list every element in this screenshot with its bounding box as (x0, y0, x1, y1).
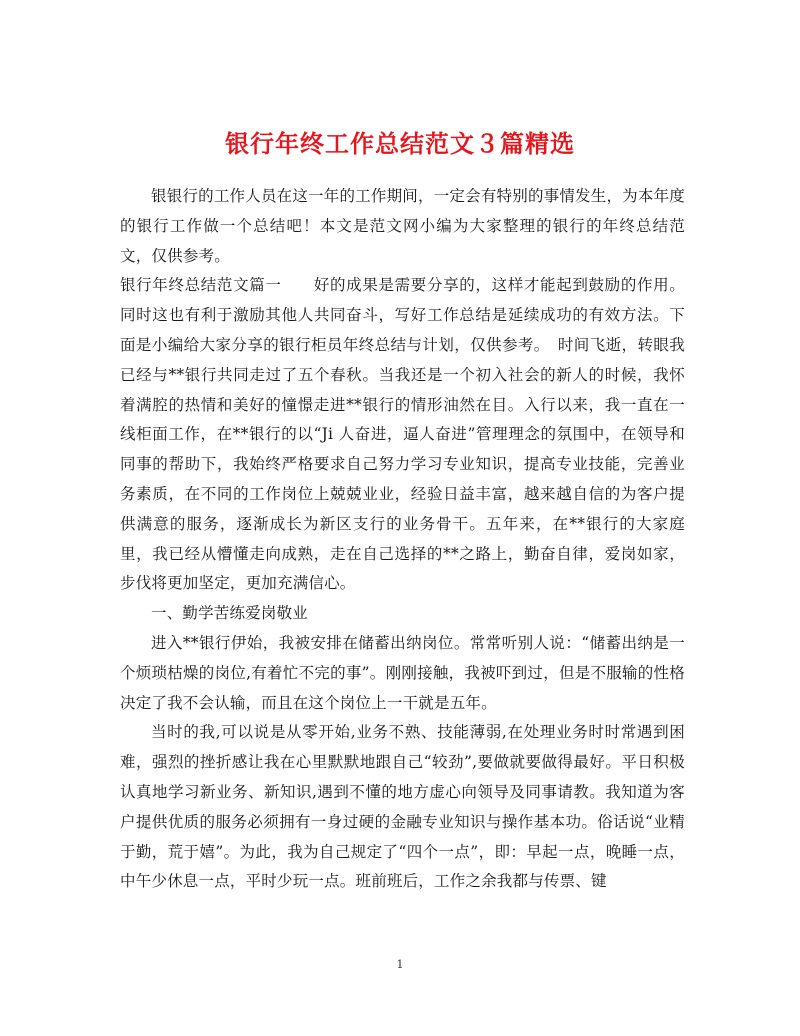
body-paragraph: 进入**银行伊始，我被安排在储蓄出纳岗位。常常听别人说：“储蓄出纳是一个烦琐枯燥的岗位,有着忙不完的事”。刚刚接触，我被吓到过，但是不服输的性格决定了我不会认输，而且在这个岗位上一干就是五年。 (120, 633, 685, 712)
intro-paragraph: 银银行的工作人员在这一年的工作期间，一定会有特别的事情发生，为本年度的银行工作做一个总结吧！本文是范文网小编为大家整理的银行的年终总结范文，仅供参考。 (120, 187, 685, 265)
subheading-diligence: 一、勤学苦练爱岗敬业 (151, 604, 309, 623)
document-title: 银行年终工作总结范文３篇精选 (225, 129, 575, 159)
body-paragraph: 当时的我,可以说是从零开始,业务不熟、技能薄弱,在处理业务时时常遇到困难，强烈的挫折感让我在心里默默地跟自己“较劲”,要做就要做得最好。平日积极认真地学习新业务、新知识,遇到不懂的地方虚心向领导及同事请教。我知道为客户提供优质的服务必须拥有一身过硬的金融专业知识与操作基本功。俗话说“业精于勤，荒于嬉”。为此，我为自己规定了“四个一点”，即：早起一点，晚睡一点，中午少休息一点，平时少玩一点。班前班后，工作之余我都与传票、键 (120, 723, 685, 891)
page-number: 1 (396, 958, 404, 971)
section-one-paragraph: 银行年终总结范文篇一 好的成果是需要分享的，这样才能起到鼓励的作用。同时这也有利于激励其他人共同奋斗，写好工作总结是延续成功的有效方法。下面是小编给大家分享的银行柜员年终总结与计划，仅供参考。 时间飞逝，转眼我已经与**银行共同走过了五个春秋。当我还是一个初入社会的新人的时候，我怀着满腔的热情和美好的憧憬走进**银行的情形油然在目。入行以来，我一直在一线柜面工作，在**银行的以“Ji 人奋进，逼人奋进”管理理念的氛围中，在领导和同事的帮助下，我始终严格要求自己努力学习专业知识，提高专业技能，完善业务素质，在不同的工作岗位上兢兢业业，经验日益丰富，越来越自信的为客户提供满意的服务，逐渐成长为新区支行的业务骨干。五年来，在**银行的大家庭里，我已经从懵懂走向成熟，走在自己选择的**之路上，勤奋自律，爱岗如家，步伐将更加坚定，更加充满信心。 (120, 276, 685, 593)
document-body (120, 182, 685, 897)
